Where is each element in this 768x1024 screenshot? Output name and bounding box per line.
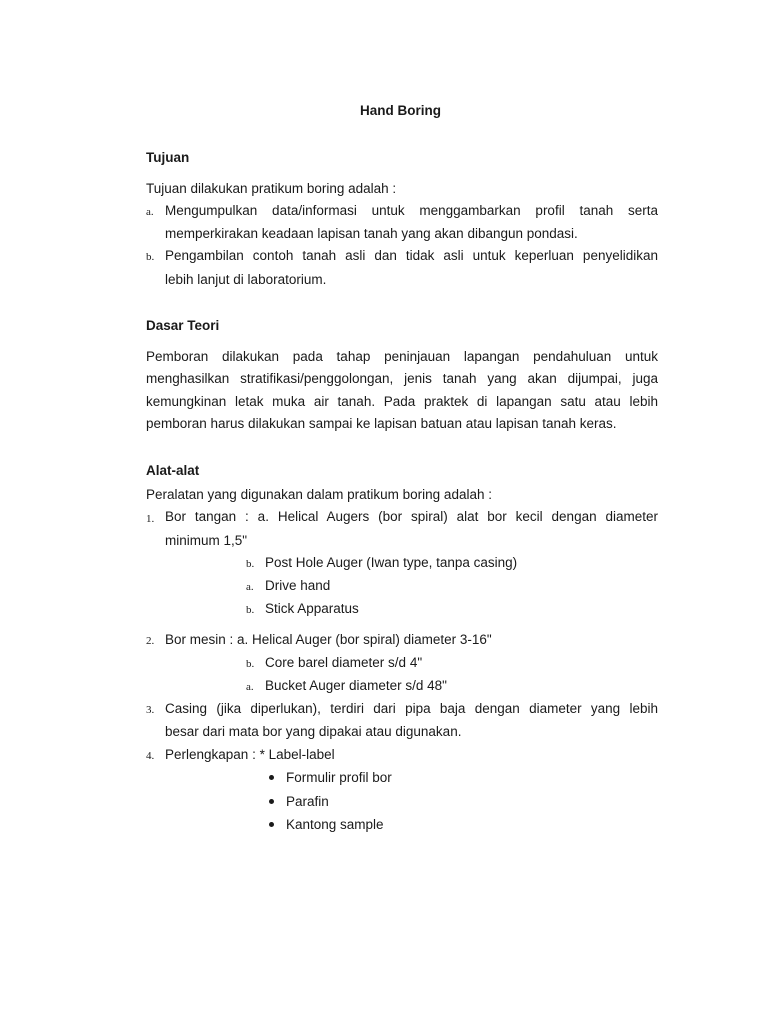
alat-item1-line2: minimum 1,5": [165, 533, 248, 548]
list-marker: a.: [146, 206, 154, 218]
bullet-dot-icon: [269, 775, 274, 780]
heading-alat-alat: Alat-alat: [146, 463, 200, 478]
alat-intro: Peralatan yang digunakan dalam pratikum boring adalah :: [146, 487, 492, 502]
sub-marker: b.: [246, 658, 255, 670]
page-title: Hand Boring: [360, 103, 441, 118]
sub-marker: a.: [246, 581, 254, 593]
alat-item4-line1: Perlengkapan : * Label-label: [165, 747, 335, 762]
sub-item: Bucket Auger diameter s/d 48": [265, 678, 447, 693]
tujuan-intro: Tujuan dilakukan pratikum boring adalah :: [146, 181, 397, 196]
tujuan-item-b-line1: Pengambilan contoh tanah asli dan tidak asli untuk keperluan penyelidikan: [165, 248, 658, 263]
bullet-dot-icon: [269, 822, 274, 827]
bullet-item: Parafin: [286, 794, 329, 809]
heading-tujuan: Tujuan: [146, 150, 190, 165]
alat-item2-line1: Bor mesin : a. Helical Auger (bor spiral) diameter 3-16": [165, 632, 492, 647]
list-marker: 3.: [146, 704, 155, 716]
tujuan-item-a-line2: memperkirakan keadaan lapisan tanah yang akan dibangun pondasi.: [165, 226, 578, 241]
dasar-teori-line: kemungkinan letak muka air tanah. Pada praktek di lapangan satu atau lebih: [146, 394, 658, 409]
sub-item: Drive hand: [265, 578, 331, 593]
sub-item: Post Hole Auger (Iwan type, tanpa casing): [265, 555, 518, 570]
tujuan-item-b-line2: lebih lanjut di laboratorium.: [165, 272, 327, 287]
dasar-teori-line: pemboran harus dilakukan sampai ke lapisan batuan atau lapisan tanah keras.: [146, 416, 617, 431]
alat-item1-line1: Bor tangan : a. Helical Augers (bor spiral) alat bor kecil dengan diameter: [165, 509, 658, 524]
tujuan-item-a-line1: Mengumpulkan data/informasi untuk menggambarkan profil tanah serta: [165, 203, 658, 218]
bullet-item: Formulir profil bor: [286, 770, 392, 785]
alat-item3-line2: besar dari mata bor yang dipakai atau digunakan.: [165, 724, 462, 739]
sub-item: Stick Apparatus: [265, 601, 359, 616]
list-marker: b.: [146, 251, 155, 263]
sub-marker: b.: [246, 558, 255, 570]
list-marker: 2.: [146, 635, 155, 647]
heading-dasar-teori: Dasar Teori: [146, 318, 220, 333]
sub-marker: a.: [246, 681, 254, 693]
dasar-teori-line: menghasilkan stratifikasi/penggolongan, jenis tanah yang akan dijumpai, juga: [146, 371, 658, 386]
sub-marker: b.: [246, 604, 255, 616]
alat-item3-line1: Casing (jika diperlukan), terdiri dari pipa baja dengan diameter yang lebih: [165, 701, 658, 716]
sub-item: Core barel diameter s/d 4": [265, 655, 423, 670]
list-marker: 1.: [146, 513, 155, 525]
bullet-item: Kantong sample: [286, 817, 384, 832]
dasar-teori-line: Pemboran dilakukan pada tahap peninjauan lapangan pendahuluan untuk: [146, 349, 658, 364]
list-marker: 4.: [146, 750, 155, 762]
bullet-dot-icon: [269, 799, 274, 804]
